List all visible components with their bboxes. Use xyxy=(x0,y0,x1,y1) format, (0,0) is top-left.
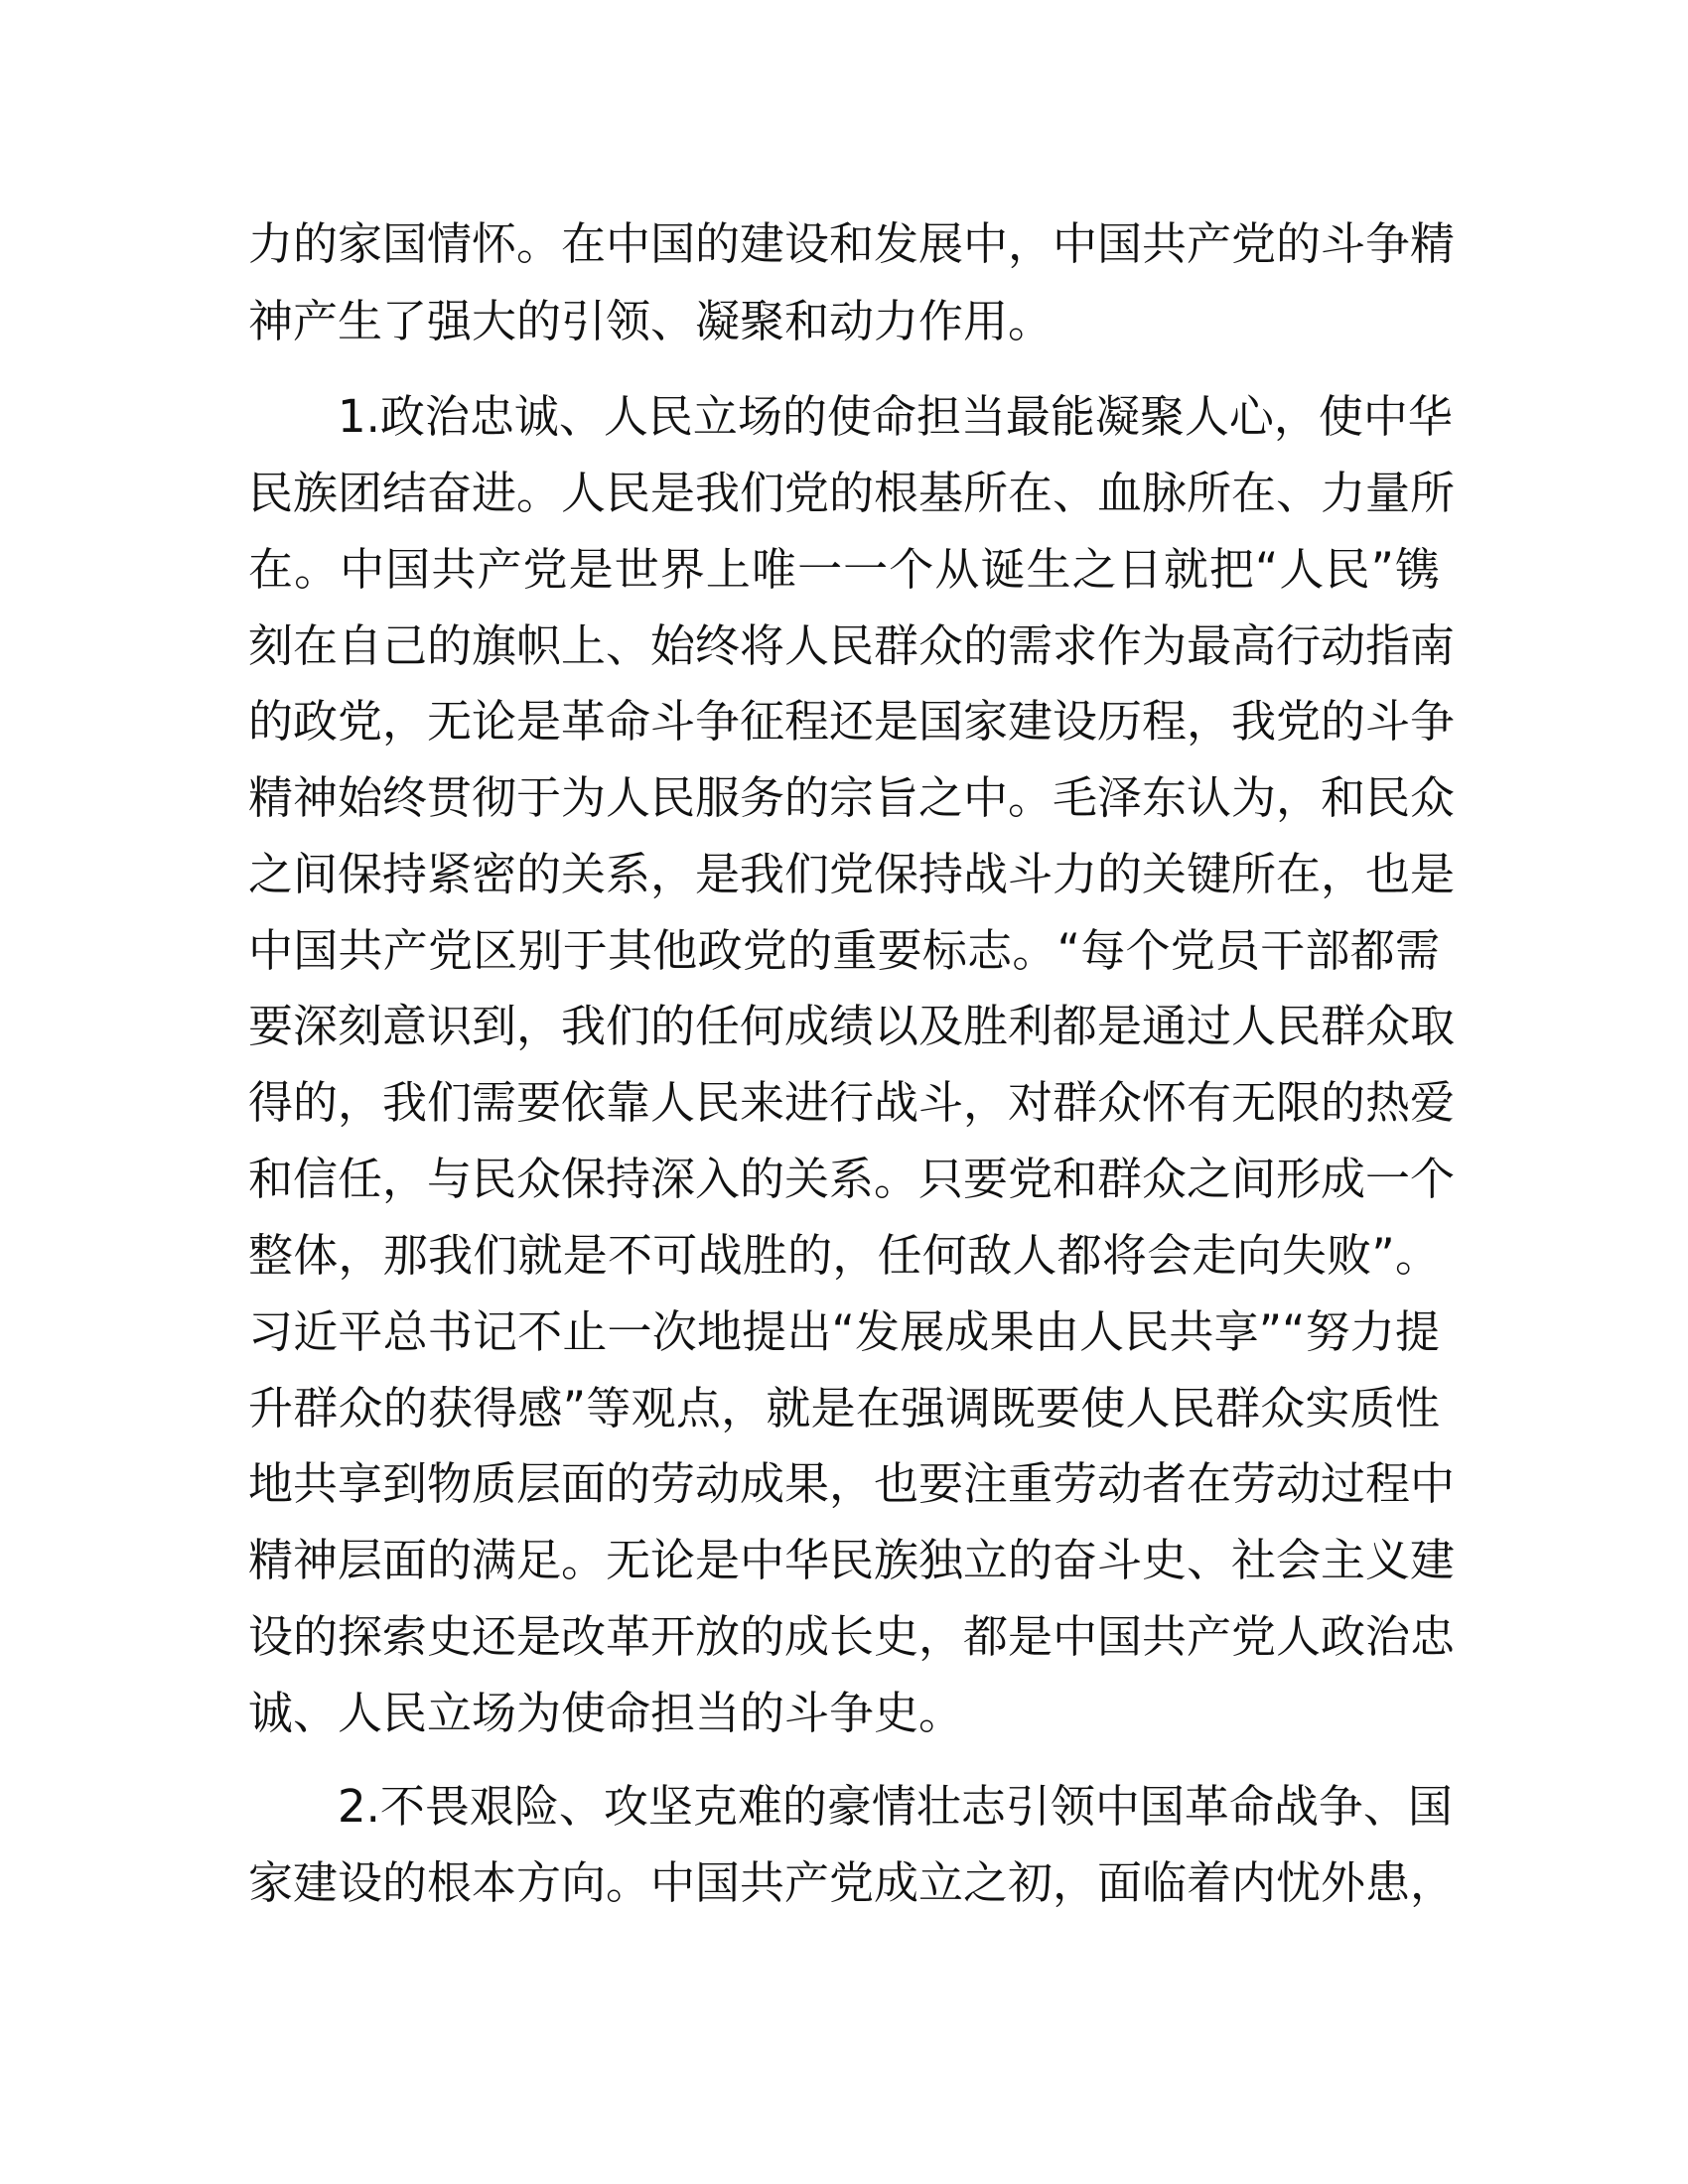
text-line: 中国共产党区别于其他政党的重要标志。“每个党员干部都需 xyxy=(248,924,1440,977)
text-line: 在。中国共产党是世界上唯一一个从诞生之日就把“人民”镌 xyxy=(248,543,1440,596)
text-line: 精神始终贯彻于为人民服务的宗旨之中。毛泽东认为，和民众 xyxy=(248,771,1456,824)
paragraph-heading-2: 2.不畏艰险、攻坚克难的豪情壮志引领中国革命战争、国 xyxy=(338,1780,1453,1833)
text-line: 精神层面的满足。无论是中华民族独立的奋斗史、社会主义建 xyxy=(248,1534,1456,1586)
text-line: 之间保持紧密的关系，是我们党保持战斗力的关键所在，也是 xyxy=(248,848,1456,900)
text-line: 要深刻意识到，我们的任何成绩以及胜利都是通过人民群众取 xyxy=(248,1000,1456,1052)
text-line: 整体，那我们就是不可战胜的，任何敌人都将会走向失败”。 xyxy=(248,1229,1440,1282)
text-line: 力的家国情怀。在中国的建设和发展中，中国共产党的斗争精 xyxy=(248,217,1456,270)
text-line: 习近平总书记不止一次地提出“发展成果由人民共享”“努力提 xyxy=(248,1305,1440,1358)
text-line: 民族团结奋进。人民是我们党的根基所在、血脉所在、力量所 xyxy=(248,467,1456,519)
text-line: 诚、人民立场为使命担当的斗争史。 xyxy=(248,1687,964,1739)
text-line: 升群众的获得感”等观点，就是在强调既要使人民群众实质性 xyxy=(248,1382,1440,1434)
text-line: 地共享到物质层面的劳动成果，也要注重劳动者在劳动过程中 xyxy=(248,1457,1456,1510)
text-line: 家建设的根本方向。中国共产党成立之初，面临着内忧外患， xyxy=(248,1856,1456,1909)
paragraph-heading-1: 1.政治忠诚、人民立场的使命担当最能凝聚人心，使中华 xyxy=(338,390,1453,443)
text-line: 神产生了强大的引领、凝聚和动力作用。 xyxy=(248,295,1054,347)
text-line: 得的，我们需要依靠人民来进行战斗，对群众怀有无限的热爱 xyxy=(248,1076,1456,1129)
text-line: 和信任，与民众保持深入的关系。只要党和群众之间形成一个 xyxy=(248,1153,1456,1205)
text-line: 刻在自己的旗帜上、始终将人民群众的需求作为最高行动指南 xyxy=(248,619,1456,672)
text-line: 设的探索史还是改革开放的成长史，都是中国共产党人政治忠 xyxy=(248,1610,1456,1663)
text-line: 的政党，无论是革命斗争征程还是国家建设历程，我党的斗争 xyxy=(248,695,1456,748)
